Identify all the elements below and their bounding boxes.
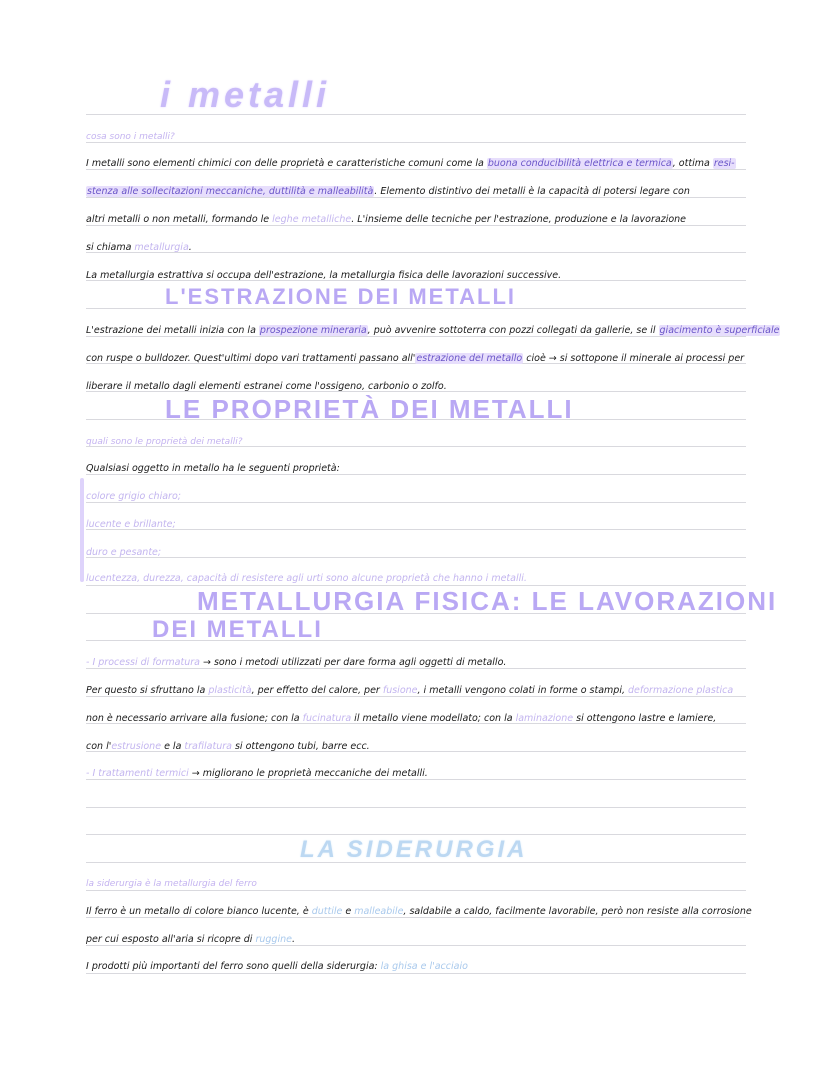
- highlight: - I trattamenti termici: [86, 768, 189, 779]
- text-line: [86, 713, 751, 725]
- list-item: lucentezza, durezza, capacità di resistere agli urti sono alcune proprietà che hanno i metalli.: [86, 573, 527, 584]
- text-line: [86, 934, 751, 946]
- ruled-line: [86, 890, 746, 891]
- highlight: giacimento è superficiale: [659, 325, 780, 336]
- text-segment: , può avvenire sottoterra con pozzi collegati da gallerie, se il: [367, 325, 659, 336]
- heading-metallurgia: METALLURGIA FISICA: LE LAVORAZIONI: [197, 586, 778, 616]
- text-segment: L'estrazione dei metalli inizia con la: [86, 325, 259, 336]
- text-segment: si ottengono lastre e lamiere,: [573, 713, 717, 724]
- text-segment: . Elemento distintivo dei metalli è la capacità di potersi legare con: [374, 186, 690, 197]
- text-line: [86, 325, 780, 337]
- highlight: fucinatura: [302, 713, 352, 724]
- text-line: [86, 685, 751, 697]
- highlight: plasticità: [208, 685, 252, 696]
- text-segment: , saldabile a caldo, facilmente lavorabile, però non resiste alla corrosione: [403, 906, 752, 917]
- text-segment: → migliorano le proprietà meccaniche dei metalli.: [188, 768, 428, 779]
- heading-proprieta: LE PROPRIETÀ DEI METALLI: [165, 394, 574, 424]
- list-margin-bar: [80, 478, 84, 582]
- highlight: trafilatura: [184, 741, 232, 752]
- text-line: [86, 768, 751, 780]
- highlight: estrusione: [111, 741, 162, 752]
- highlight: metallurgia: [134, 242, 189, 253]
- highlight: stenza alle sollecitazioni meccaniche, duttilità e malleabilità: [87, 186, 374, 197]
- text-line: [86, 961, 751, 973]
- heading-metallurgia-2: DEI METALLI: [152, 616, 323, 643]
- text-line: La metallurgia estrattiva si occupa dell'estrazione, la metallurgia fisica delle lavorazioni successive.: [86, 270, 562, 281]
- text-line: [86, 741, 751, 753]
- highlight: duttile: [311, 906, 343, 917]
- ruled-line: [86, 807, 746, 808]
- text-segment: , i metalli vengono colati in forme o stampi,: [417, 685, 628, 696]
- list-item: duro e pesante;: [86, 547, 162, 558]
- text-line: [86, 242, 751, 254]
- highlight: malleabile: [354, 906, 404, 917]
- text-segment: si ottengono tubi, barre ecc.: [231, 741, 370, 752]
- highlight: ruggine: [255, 934, 292, 945]
- highlight: estrazione del metallo: [416, 353, 523, 364]
- text-segment: con ruspe o bulldozer. Quest'ultimi dopo vari trattamenti passano all': [86, 353, 416, 364]
- text-segment: il metallo viene modellato; con la: [351, 713, 516, 724]
- text-segment: .: [188, 242, 192, 253]
- text-line: [86, 657, 751, 669]
- text-line: [86, 353, 751, 365]
- text-segment: altri metalli o non metalli, formando le: [86, 214, 273, 225]
- text-segment: per cui esposto all'aria si ricopre di: [86, 934, 256, 945]
- text-line: [86, 906, 751, 918]
- text-segment: non è necessario arrivare alla fusione; con la: [86, 713, 303, 724]
- text-segment: si chiama: [86, 242, 135, 253]
- heading-siderurgia: LA SIDERURGIA: [300, 836, 528, 863]
- highlight: prospezione mineraria: [259, 325, 367, 336]
- highlight: fusione: [382, 685, 418, 696]
- highlight: - I processi di formatura: [86, 657, 200, 668]
- ruled-line: [86, 973, 746, 974]
- text-line: [86, 186, 751, 198]
- highlight: laminazione: [515, 713, 574, 724]
- highlight: deformazione plastica: [628, 685, 734, 696]
- list-item: colore grigio chiaro;: [86, 491, 181, 502]
- ruled-line: [86, 834, 746, 835]
- highlight: leghe metalliche: [272, 214, 352, 225]
- text-segment: , ottima: [672, 158, 713, 169]
- text-segment: I metalli sono elementi chimici con delle proprietà e caratteristiche comuni come la: [86, 158, 487, 169]
- text-segment: cioè → si sottopone il minerale ai processi per: [523, 353, 745, 364]
- text-line: liberare il metallo dagli elementi estranei come l'ossigeno, carbonio o zolfo.: [86, 381, 447, 392]
- text-segment: e la: [161, 741, 185, 752]
- text-segment: . L'insieme delle tecniche per l'estrazione, produzione e la lavorazione: [351, 214, 687, 225]
- text-segment: .: [291, 934, 295, 945]
- text-segment: Il ferro è un metallo di colore bianco lucente, è: [86, 906, 312, 917]
- text-segment: con l': [86, 741, 112, 752]
- text-segment: I prodotti più importanti del ferro sono quelli della siderurgia:: [86, 961, 381, 972]
- text-line: [86, 158, 751, 170]
- text-segment: → sono i metodi utilizzati per dare forma agli oggetti di metallo.: [199, 657, 507, 668]
- page-title: i metalli: [160, 74, 331, 115]
- question-cosa-sono: cosa sono i metalli?: [86, 132, 175, 142]
- list-item: lucente e brillante;: [86, 519, 176, 530]
- text-line: [86, 214, 751, 226]
- question-proprieta: quali sono le proprietà dei metalli?: [86, 437, 243, 447]
- highlight: resi-: [713, 158, 735, 169]
- highlight: la ghisa e l'acciaio: [380, 961, 468, 972]
- heading-estrazione: L'ESTRAZIONE DEI METALLI: [165, 284, 517, 309]
- text-segment: Per questo si sfruttano la: [86, 685, 209, 696]
- highlight: buona conducibilità elettrica e termica: [487, 158, 672, 169]
- text-line: Qualsiasi oggetto in metallo ha le seguenti proprietà:: [86, 463, 340, 474]
- text-segment: , per effetto del calore, per: [251, 685, 383, 696]
- text-segment: e: [342, 906, 355, 917]
- question-siderurgia: la siderurgia è la metallurgia del ferro: [86, 879, 257, 889]
